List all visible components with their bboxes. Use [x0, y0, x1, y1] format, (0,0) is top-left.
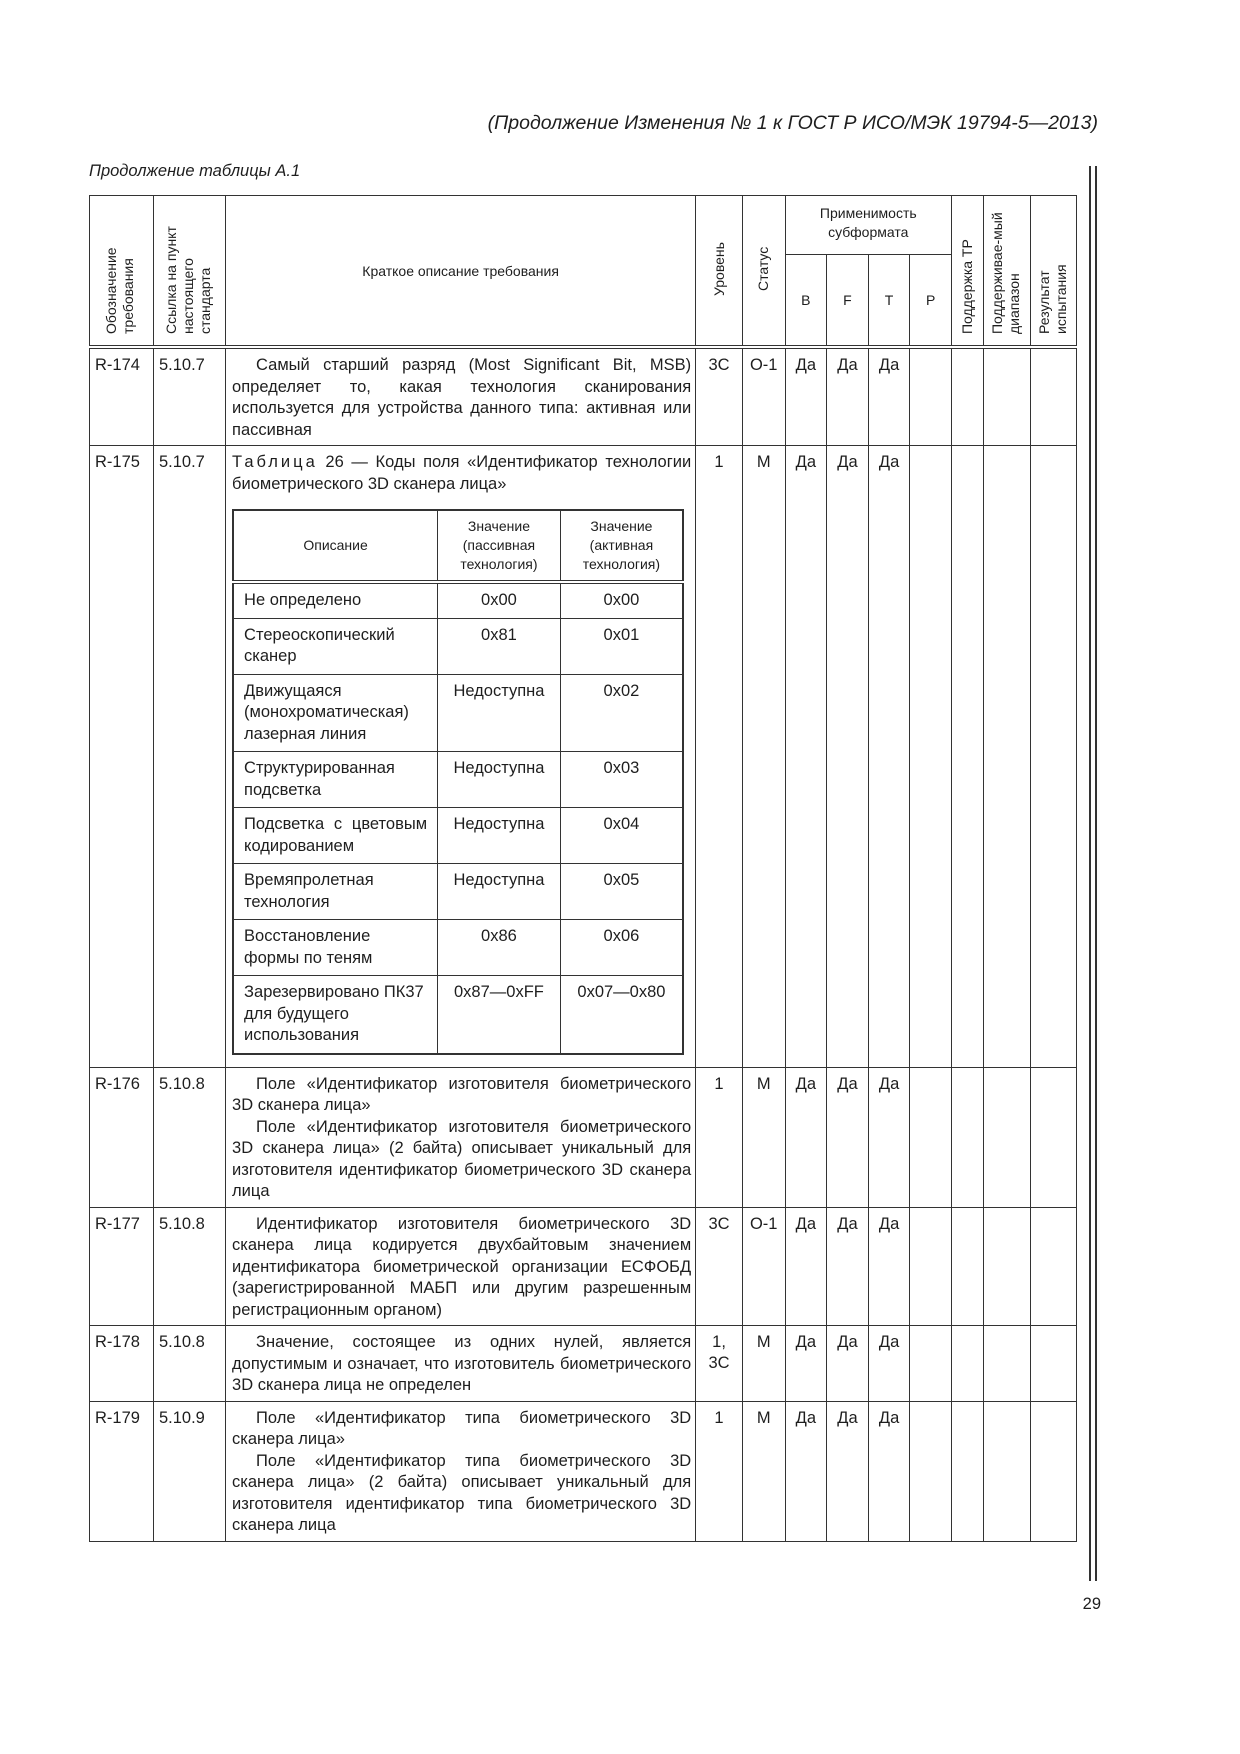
col-header-applicability: Применимость субформата	[785, 196, 952, 255]
row-id: R-178	[90, 1326, 154, 1402]
col-header-sub-f: F	[827, 255, 869, 348]
row-t: Да	[868, 1326, 910, 1402]
table26-row: Не определено 0x00 0x00	[233, 582, 683, 618]
table26-caption: Таблица 26 — Коды поля «Идентификатор технологии биометрического 3D сканера лица»	[232, 453, 692, 493]
col-header-range: Поддерживае-мый диапазон	[983, 196, 1031, 348]
requirements-table	[89, 195, 1077, 1542]
table26-header-passive: Значение (пассивная технология)	[438, 510, 561, 582]
row-desc: Поле «Идентификатор изготовителя биометрического 3D сканера лица» Поле «Идентификатор изготовителя биометрического 3D сканера лица» (2 байта) описывает уникальный для изготовителя идентификатор биометрического 3D сканера лица	[226, 1067, 696, 1207]
margin-rule	[1095, 166, 1097, 1581]
table-row	[90, 1207, 1077, 1326]
row-ref: 5.10.8	[153, 1326, 225, 1402]
table-row	[90, 1067, 1077, 1207]
row-b: Да	[785, 1401, 827, 1541]
row-status: M	[742, 1326, 785, 1402]
row-id: R-179	[90, 1401, 154, 1541]
row-status: M	[742, 1067, 785, 1207]
row-level: 1	[696, 446, 743, 1068]
col-header-reference: Ссылка на пункт настоящего стандарта	[153, 196, 225, 348]
running-header: (Продолжение Изменения № 1 к ГОСТ Р ИСО/МЭК 19794-5—2013)	[487, 112, 1098, 134]
table-continuation-label: Продолжение таблицы А.1	[89, 162, 301, 180]
table26-row: Движущаяся (монохроматическая) лазерная линия Недоступна 0x02	[233, 674, 683, 752]
margin-rule	[1089, 166, 1091, 1581]
row-id: R-177	[90, 1207, 154, 1326]
row-desc: Поле «Идентификатор типа биометрического 3D сканера лица» Поле «Идентификатор типа биометрического 3D сканера лица» (2 байта) описывает уникальный для изготовителя идентификатор типа биометрического 3D сканера лица	[226, 1401, 696, 1541]
table26-row: Времяпролетная технология Недоступна 0x05	[233, 864, 683, 920]
col-header-result: Результат испытания	[1031, 196, 1077, 348]
col-header-sub-p: P	[910, 255, 952, 348]
row-b: Да	[785, 1207, 827, 1326]
row-id: R-175	[90, 446, 154, 1068]
row-b: Да	[785, 1326, 827, 1402]
row-f: Да	[827, 446, 869, 1068]
row-b: Да	[785, 1067, 827, 1207]
row-level: 1	[696, 1401, 743, 1541]
row-status: O-1	[742, 1207, 785, 1326]
table26	[232, 509, 684, 1055]
row-f: Да	[827, 1067, 869, 1207]
row-level: 3C	[696, 347, 743, 446]
row-t: Да	[868, 1207, 910, 1326]
table26-row: Стереоскопический сканер 0x81 0x01	[233, 618, 683, 674]
col-header-sub-b: B	[785, 255, 827, 348]
table-row	[90, 347, 1077, 446]
row-f: Да	[827, 347, 869, 446]
page-number: 29	[1082, 1595, 1101, 1613]
row-ref: 5.10.9	[153, 1401, 225, 1541]
col-header-description: Краткое описание требования	[226, 196, 696, 348]
row-desc: Значение, состоящее из одних нулей, является допустимым и означает, что изготовитель биометрического 3D сканера лица не определен	[226, 1326, 696, 1402]
row-b: Да	[785, 446, 827, 1068]
row-b: Да	[785, 347, 827, 446]
row-t: Да	[868, 1401, 910, 1541]
table26-row: Восстановление формы по теням 0x86 0x06	[233, 920, 683, 976]
row-f: Да	[827, 1326, 869, 1402]
row-level: 1	[696, 1067, 743, 1207]
row-status: O-1	[742, 347, 785, 446]
table-row	[90, 1401, 1077, 1541]
col-header-sub-t: T	[868, 255, 910, 348]
row-desc: Идентификатор изготовителя биометрического 3D сканера лица кодируется двухбайтовым значением идентификатора биометрической организации ЕСФОБД (зарегистрированной МАБП или другим разрешенным регистрационным органом)	[226, 1207, 696, 1326]
row-t: Да	[868, 347, 910, 446]
row-ref: 5.10.7	[153, 347, 225, 446]
table26-header-description: Описание	[233, 510, 438, 582]
row-desc: Самый старший разряд (Most Significant Bit, MSB) определяет то, какая технология сканирования используется для устройства данного типа: активная или пассивная	[226, 347, 696, 446]
row-id: R-174	[90, 347, 154, 446]
table26-header-active: Значение (активная технология)	[560, 510, 683, 582]
table26-row: Зарезервировано ПК37 для будущего использования 0x87—0xFF 0x07—0x80	[233, 976, 683, 1054]
row-level: 1, 3C	[696, 1326, 743, 1402]
col-header-status: Статус	[742, 196, 785, 348]
table26-row: Подсветка с цветовым кодированием Недоступна 0x04	[233, 808, 683, 864]
col-header-support: Поддержка ТР	[952, 196, 983, 348]
row-desc	[226, 446, 696, 1068]
col-header-designation: Обозначение требования	[90, 196, 154, 348]
row-t: Да	[868, 1067, 910, 1207]
table-row	[90, 446, 1077, 1068]
table-row	[90, 1326, 1077, 1402]
row-t: Да	[868, 446, 910, 1068]
row-level: 3C	[696, 1207, 743, 1326]
row-ref: 5.10.8	[153, 1207, 225, 1326]
row-status: M	[742, 1401, 785, 1541]
row-ref: 5.10.7	[153, 446, 225, 1068]
row-ref: 5.10.8	[153, 1067, 225, 1207]
row-id: R-176	[90, 1067, 154, 1207]
table26-row: Структурированная подсветка Недоступна 0x03	[233, 752, 683, 808]
row-f: Да	[827, 1401, 869, 1541]
row-status: M	[742, 446, 785, 1068]
row-f: Да	[827, 1207, 869, 1326]
col-header-level: Уровень	[696, 196, 743, 348]
